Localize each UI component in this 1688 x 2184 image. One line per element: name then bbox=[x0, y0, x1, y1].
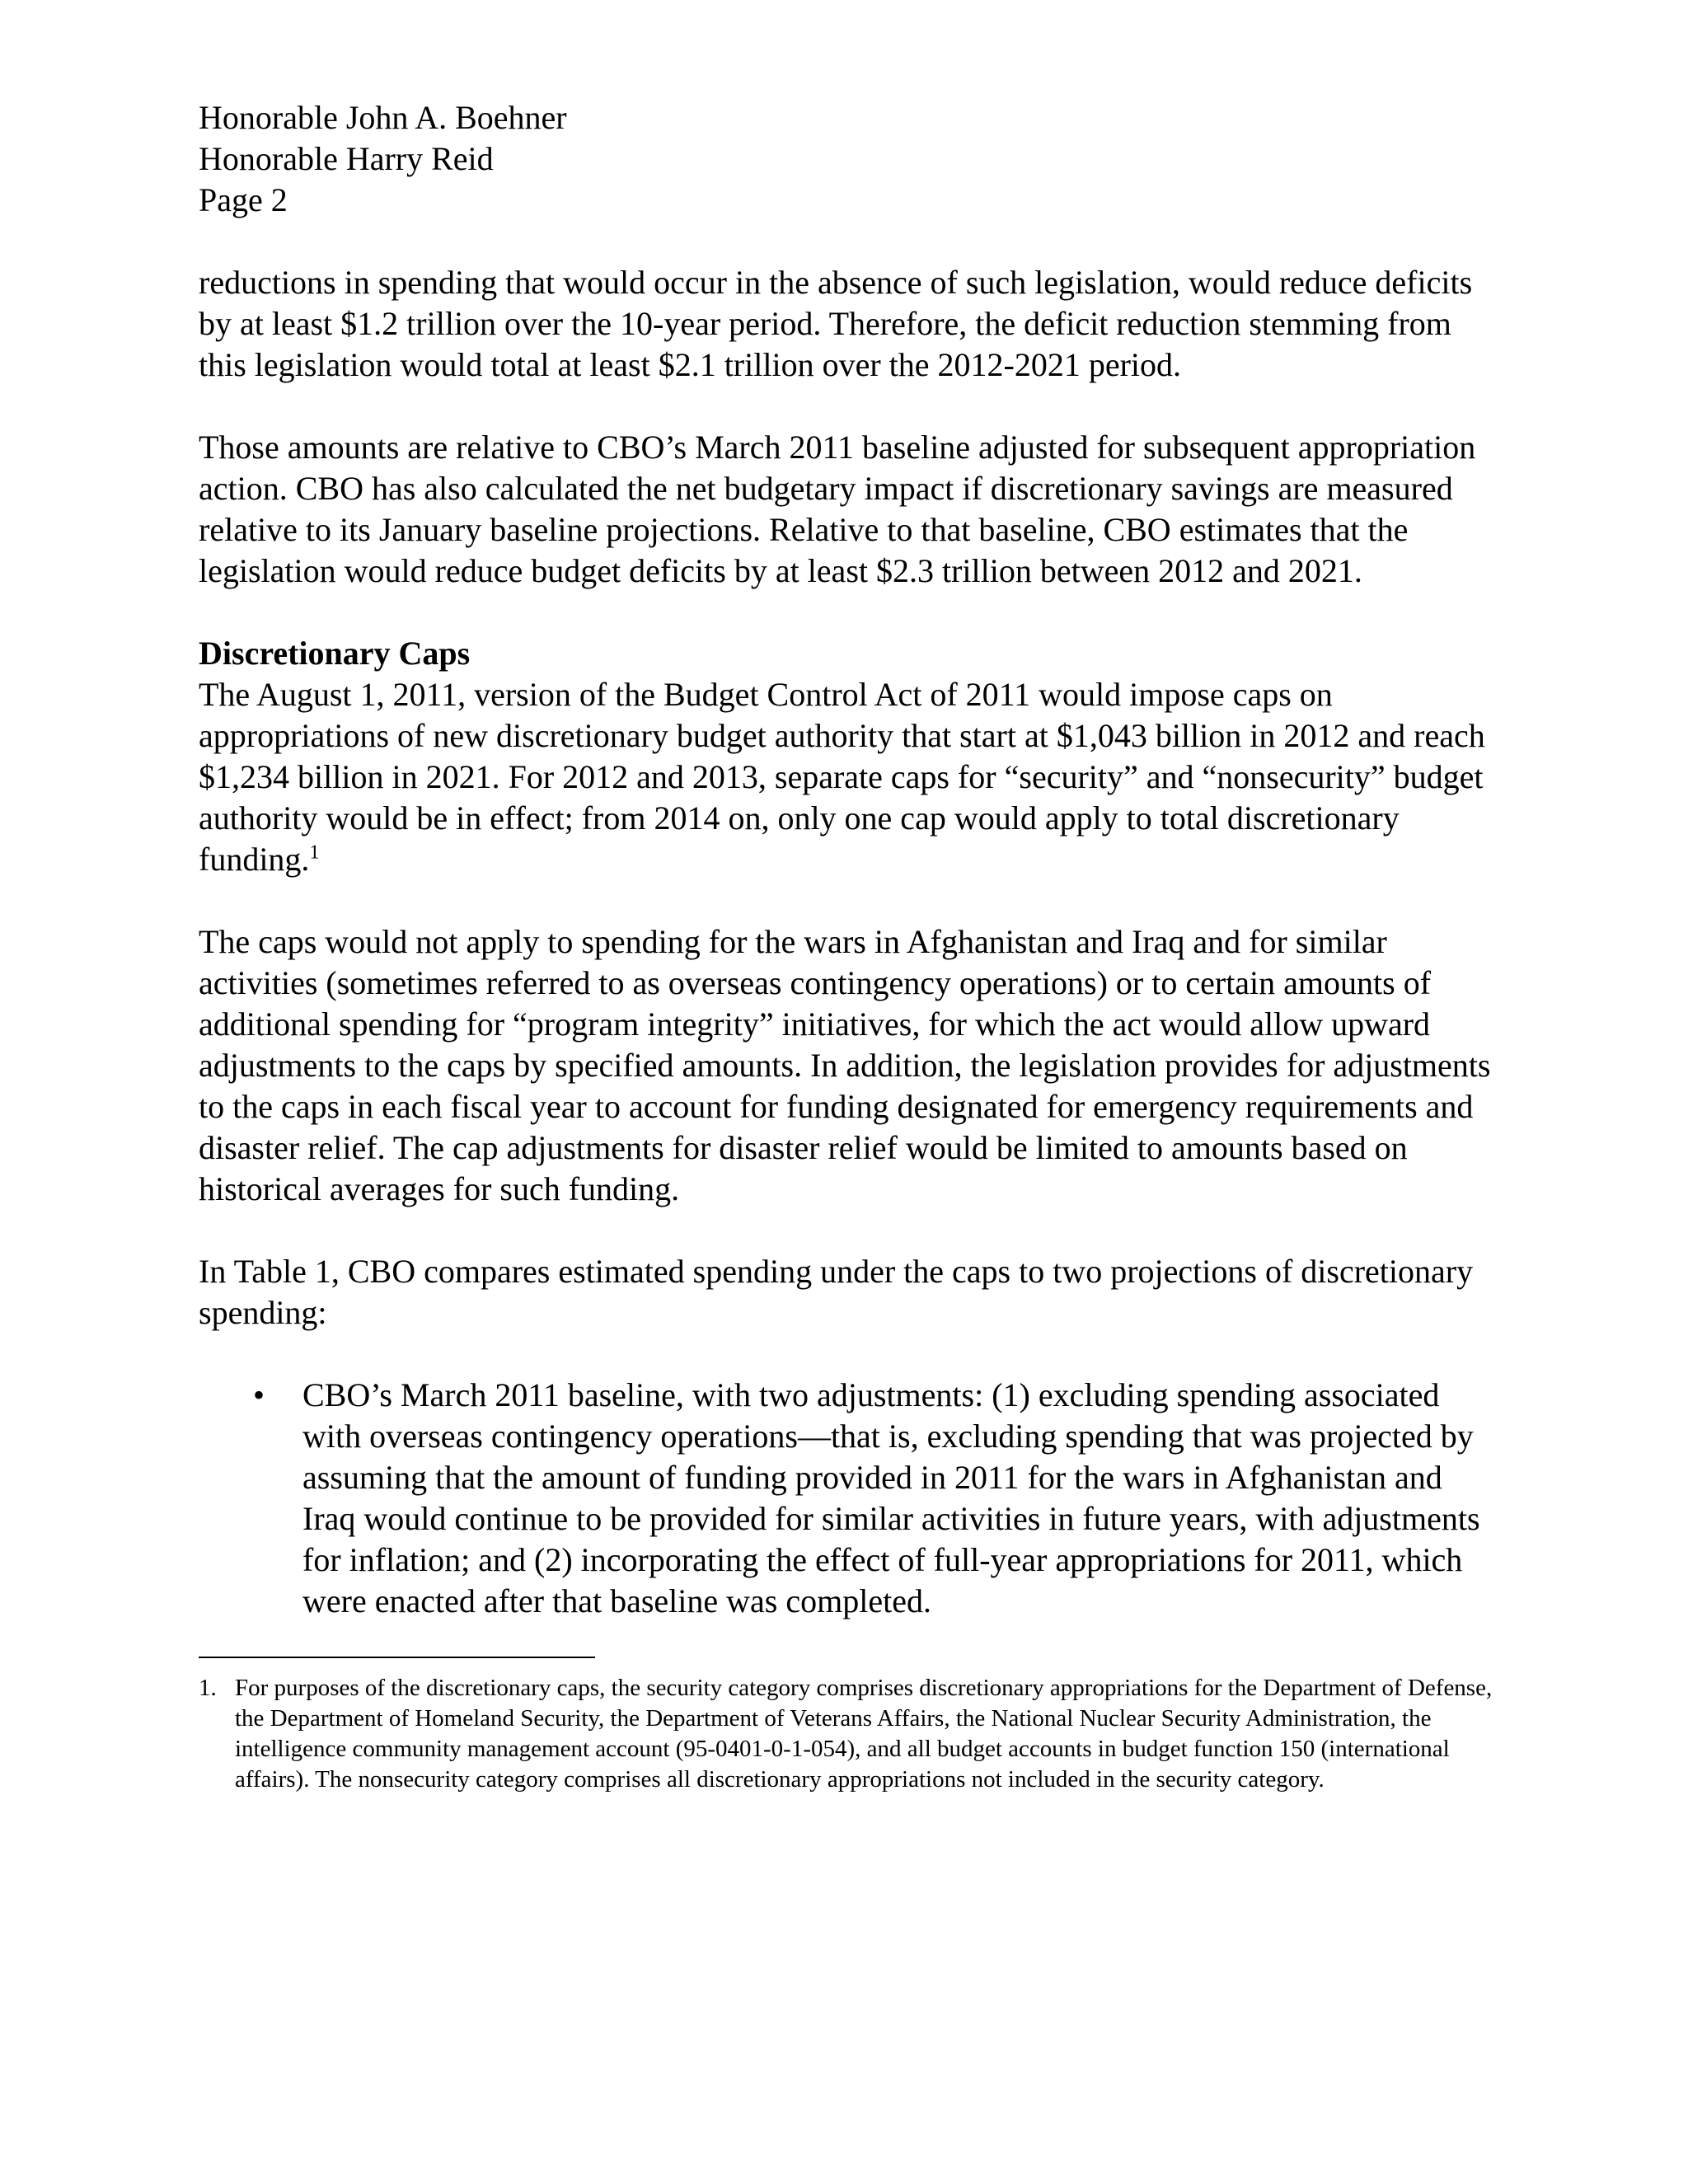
bullet-list bbox=[199, 1375, 1501, 1622]
footnote-number: 1. bbox=[199, 1675, 217, 1701]
section-heading-discretionary-caps: Discretionary Caps bbox=[199, 635, 471, 672]
recipient-line-2: Honorable Harry Reid bbox=[199, 140, 494, 177]
paragraph-table-intro: In Table 1, CBO compares estimated spending under the caps to two projections of discretionary spending: bbox=[199, 1253, 1474, 1331]
paragraph-caps-description bbox=[199, 674, 1501, 880]
paragraph-caps-text: The August 1, 2011, version of the Budget Control Act of 2011 would impose caps on appropriations of new discretionary budget authority that start at $1,043 billion in 2012 and reach $1,234 billion in 2021. For 2012 and 2013, separate caps for “security” and “nonsecurity” budget authority would be in effect; from 2014 on, only one cap would apply to total discretionary funding. bbox=[199, 676, 1485, 878]
letter-page bbox=[199, 97, 1501, 1795]
list-item bbox=[199, 1375, 1501, 1622]
footnote bbox=[199, 1673, 1501, 1795]
paragraph-caps-exclusions: The caps would not apply to spending for the wars in Afghanistan and Iraq and for similar activities (sometimes referred to as overseas contingency operations) or to certain amounts of additional spending for “program integrity” initiatives, for which the act would allow upward adjustments to the caps by specified amounts. In addition, the legislation provides for adjustments to the caps in each fiscal year to account for funding designated for emergency requirements and disaster relief. The cap adjustments for disaster relief would be limited to amounts based on historical averages for such funding. bbox=[199, 923, 1491, 1207]
footnote-reference[interactable]: 1 bbox=[309, 841, 320, 864]
footnote-text: For purposes of the discretionary caps, the security category comprises discretionary appropriations for the Department of Defense, the Department of Homeland Security, the Department of Veterans Affairs, the National Nuclear Security Administration, the intelligence community management account (95-0401-0-1-054), and all budget accounts in budget function 150 (international affairs). The nonsecurity category comprises all discretionary appropriations not included in the security category. bbox=[235, 1675, 1493, 1793]
paragraph-deficit-reduction: reductions in spending that would occur in the absence of such legislation, would reduce deficits by at least $1.2 trillion over the 10-year period. Therefore, the deficit reduction stemming from this legislation would total at least $2.1 trillion over the 2012-2021 period. bbox=[199, 264, 1473, 383]
paragraph-baseline-comparison: Those amounts are relative to CBO’s March 2011 baseline adjusted for subsequent appropriation action. CBO has also calculated the net budgetary impact if discretionary savings are measured relative to its January baseline projections. Relative to that baseline, CBO estimates that the legislation would reduce budget deficits by at least $2.3 trillion between 2012 and 2021. bbox=[199, 429, 1476, 589]
recipient-line-1: Honorable John A. Boehner bbox=[199, 99, 567, 136]
letter-header bbox=[199, 97, 1501, 221]
bullet-icon: • bbox=[253, 1376, 265, 1413]
footnote-divider bbox=[199, 1657, 595, 1658]
list-item-text: CBO’s March 2011 baseline, with two adjustments: (1) excluding spending associated with overseas contingency operations—that is, excluding spending that was projected by assuming that the amount of funding provided in 2011 for the wars in Afghanistan and Iraq would continue to be provided for similar activities in future years, with adjustments for inflation; and (2) incorporating the effect of full-year appropriations for 2011, which were enacted after that baseline was completed. bbox=[302, 1376, 1480, 1619]
page-number: Page 2 bbox=[199, 181, 288, 218]
